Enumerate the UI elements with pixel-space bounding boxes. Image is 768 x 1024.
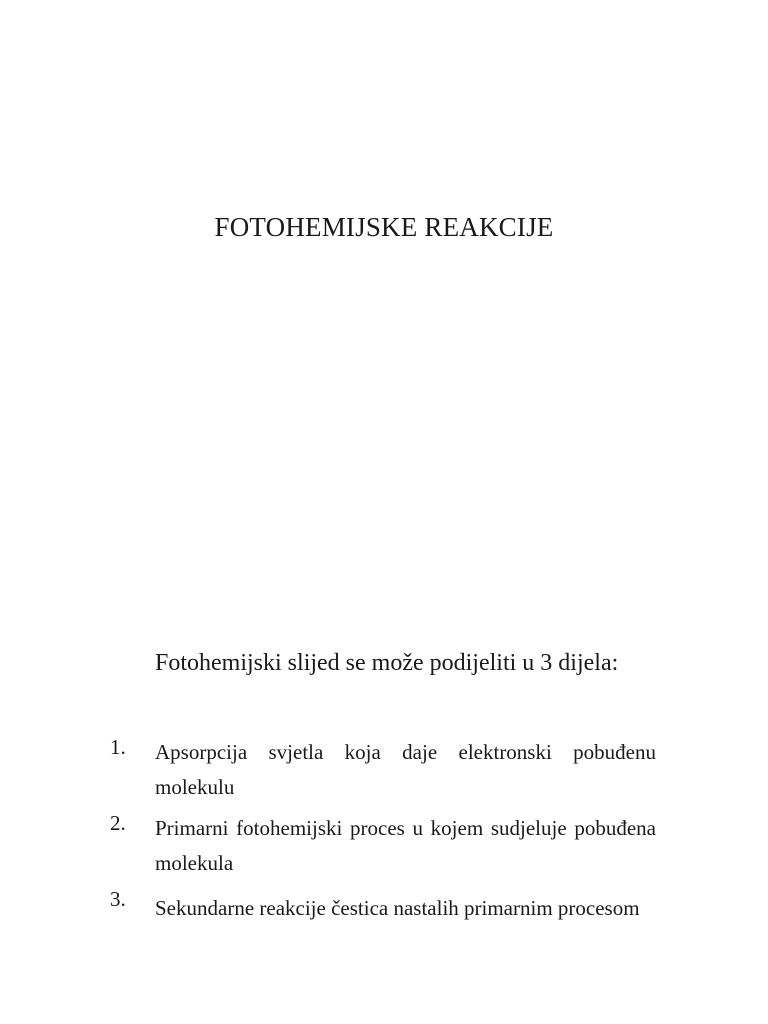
list-item-text: Primarni fotohemijski proces u kojem sudjeluje pobuđena molekula xyxy=(155,816,656,875)
document-title: FOTOHEMIJSKE REAKCIJE xyxy=(214,212,554,242)
numbered-list xyxy=(110,735,656,936)
list-item-number: 2. xyxy=(110,811,126,835)
list-item-text: Apsorpcija svjetla koja daje elektronski pobuđenu molekulu xyxy=(155,740,656,799)
list-item xyxy=(110,811,656,881)
list-item-text: Sekundarne reakcije čestica nastalih primarnim procesom xyxy=(155,896,640,920)
list-item xyxy=(110,887,656,930)
list-item-number: 1. xyxy=(110,735,126,759)
list-item-number: 3. xyxy=(110,887,126,911)
intro-text: Fotohemijski slijed se može podijeliti u 3 dijela: xyxy=(155,650,619,676)
list-item xyxy=(110,735,656,805)
